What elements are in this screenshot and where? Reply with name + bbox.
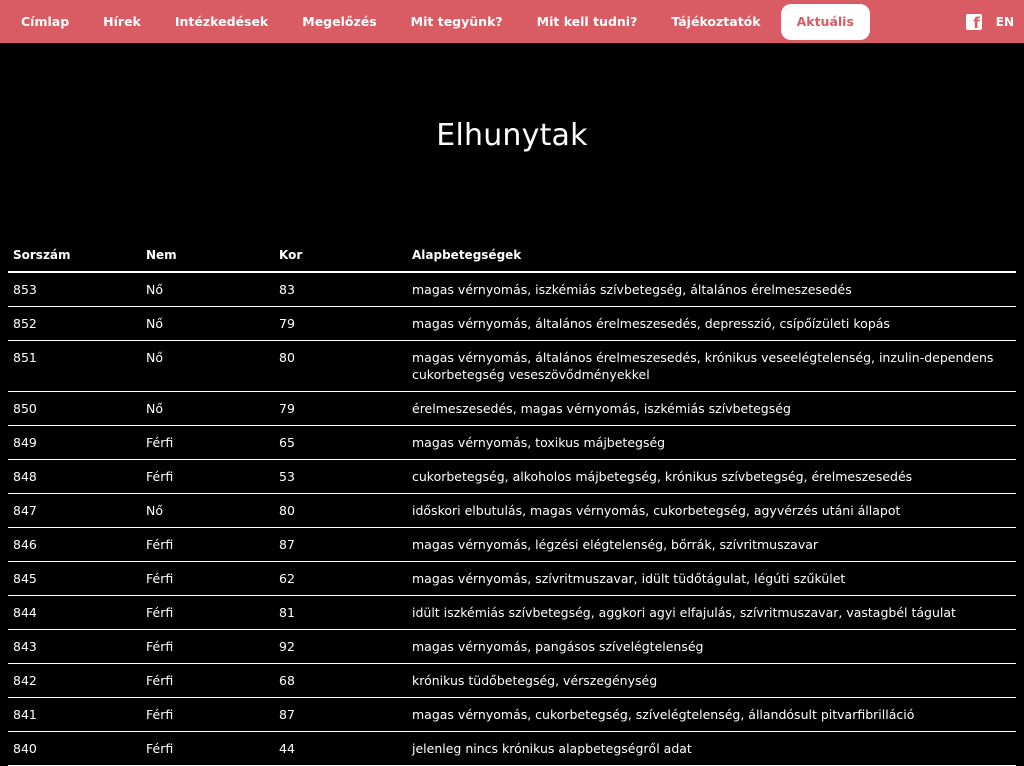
cell-age: 44 <box>274 732 407 766</box>
facebook-icon[interactable]: f <box>966 14 982 30</box>
table-row <box>8 732 1016 766</box>
nav-item-aktualis[interactable]: Aktuális <box>781 4 870 40</box>
cell-sex: Férfi <box>141 664 274 698</box>
cell-conditions: krónikus tüdőbetegség, vérszegénység <box>407 664 1016 698</box>
cell-age: 68 <box>274 664 407 698</box>
table-row <box>8 272 1016 307</box>
cell-number: 851 <box>8 341 141 392</box>
table-row <box>8 698 1016 732</box>
cell-conditions: cukorbetegség, alkoholos májbetegség, krónikus szívbetegség, érelmeszesedés <box>407 460 1016 494</box>
cell-sex: Férfi <box>141 460 274 494</box>
cell-sex: Nő <box>141 341 274 392</box>
cell-number: 840 <box>8 732 141 766</box>
cell-age: 79 <box>274 392 407 426</box>
cell-conditions: érelmeszesedés, magas vérnyomás, iszkémiás szívbetegség <box>407 392 1016 426</box>
table-row <box>8 562 1016 596</box>
nav-right <box>966 0 1014 43</box>
cell-age: 80 <box>274 341 407 392</box>
cell-age: 80 <box>274 494 407 528</box>
column-header-conditions: Alapbetegségek <box>407 239 1016 272</box>
cell-sex: Nő <box>141 307 274 341</box>
cell-sex: Nő <box>141 392 274 426</box>
cell-conditions: magas vérnyomás, szívritmuszavar, idült tüdőtágulat, légúti szűkület <box>407 562 1016 596</box>
cell-age: 62 <box>274 562 407 596</box>
cell-conditions: magas vérnyomás, toxikus májbetegség <box>407 426 1016 460</box>
cell-age: 87 <box>274 528 407 562</box>
cell-sex: Nő <box>141 494 274 528</box>
nav-item-cimlap[interactable]: Címlap <box>21 14 70 29</box>
table-row <box>8 664 1016 698</box>
deceased-table <box>8 239 1016 766</box>
cell-number: 844 <box>8 596 141 630</box>
cell-age: 81 <box>274 596 407 630</box>
cell-age: 79 <box>274 307 407 341</box>
table-row <box>8 596 1016 630</box>
table-body <box>8 272 1016 766</box>
cell-sex: Férfi <box>141 630 274 664</box>
cell-conditions: magas vérnyomás, általános érelmeszesedés, depresszió, csípőízületi kopás <box>407 307 1016 341</box>
column-header-number: Sorszám <box>8 239 141 272</box>
cell-conditions: magas vérnyomás, cukorbetegség, szívelégtelenség, állandósult pitvarfibrilláció <box>407 698 1016 732</box>
cell-age: 92 <box>274 630 407 664</box>
table-row <box>8 460 1016 494</box>
cell-conditions: időskori elbutulás, magas vérnyomás, cukorbetegség, agyvérzés utáni állapot <box>407 494 1016 528</box>
cell-age: 83 <box>274 272 407 307</box>
cell-sex: Nő <box>141 272 274 307</box>
table-row <box>8 307 1016 341</box>
cell-number: 848 <box>8 460 141 494</box>
nav-item-intezkedesek[interactable]: Intézkedések <box>174 14 269 29</box>
cell-number: 843 <box>8 630 141 664</box>
cell-age: 87 <box>274 698 407 732</box>
cell-number: 847 <box>8 494 141 528</box>
nav-item-hirek[interactable]: Hírek <box>103 14 141 29</box>
cell-number: 852 <box>8 307 141 341</box>
column-header-sex: Nem <box>141 239 274 272</box>
cell-number: 853 <box>8 272 141 307</box>
cell-sex: Férfi <box>141 732 274 766</box>
cell-number: 849 <box>8 426 141 460</box>
cell-age: 65 <box>274 426 407 460</box>
cell-conditions: magas vérnyomás, iszkémiás szívbetegség, általános érelmeszesedés <box>407 272 1016 307</box>
cell-conditions: magas vérnyomás, általános érelmeszesedés, krónikus veseelégtelenség, inzulin-dependens cukorbetegség veseszövődményekkel <box>407 341 1016 392</box>
table-row <box>8 341 1016 392</box>
cell-conditions: idült iszkémiás szívbetegség, aggkori agyi elfajulás, szívritmuszavar, vastagbél tágulat <box>407 596 1016 630</box>
cell-sex: Férfi <box>141 698 274 732</box>
nav-item-mit-kell-tudni[interactable]: Mit kell tudni? <box>536 14 638 29</box>
nav-item-mit-tegyunk[interactable]: Mit tegyünk? <box>410 14 503 29</box>
cell-conditions: magas vérnyomás, légzési elégtelenség, bőrrák, szívritmuszavar <box>407 528 1016 562</box>
nav-item-megelozes[interactable]: Megelőzés <box>302 14 377 29</box>
cell-sex: Férfi <box>141 562 274 596</box>
top-navbar <box>0 0 1024 43</box>
table-row <box>8 630 1016 664</box>
cell-sex: Férfi <box>141 426 274 460</box>
cell-number: 842 <box>8 664 141 698</box>
page-title: Elhunytak <box>436 118 588 153</box>
cell-sex: Férfi <box>141 596 274 630</box>
cell-conditions: magas vérnyomás, pangásos szívelégtelenség <box>407 630 1016 664</box>
cell-age: 53 <box>274 460 407 494</box>
table-row <box>8 426 1016 460</box>
table-row <box>8 494 1016 528</box>
cell-sex: Férfi <box>141 528 274 562</box>
cell-number: 845 <box>8 562 141 596</box>
nav-item-tajekoztatok[interactable]: Tájékoztatók <box>671 14 761 29</box>
cell-number: 841 <box>8 698 141 732</box>
cell-number: 846 <box>8 528 141 562</box>
table-header-row <box>8 239 1016 272</box>
table-row <box>8 392 1016 426</box>
table-row <box>8 528 1016 562</box>
nav-menu <box>4 0 870 43</box>
column-header-age: Kor <box>274 239 407 272</box>
cell-conditions: jelenleg nincs krónikus alapbetegségről adat <box>407 732 1016 766</box>
language-switch-link[interactable]: EN <box>995 14 1014 29</box>
cell-number: 850 <box>8 392 141 426</box>
